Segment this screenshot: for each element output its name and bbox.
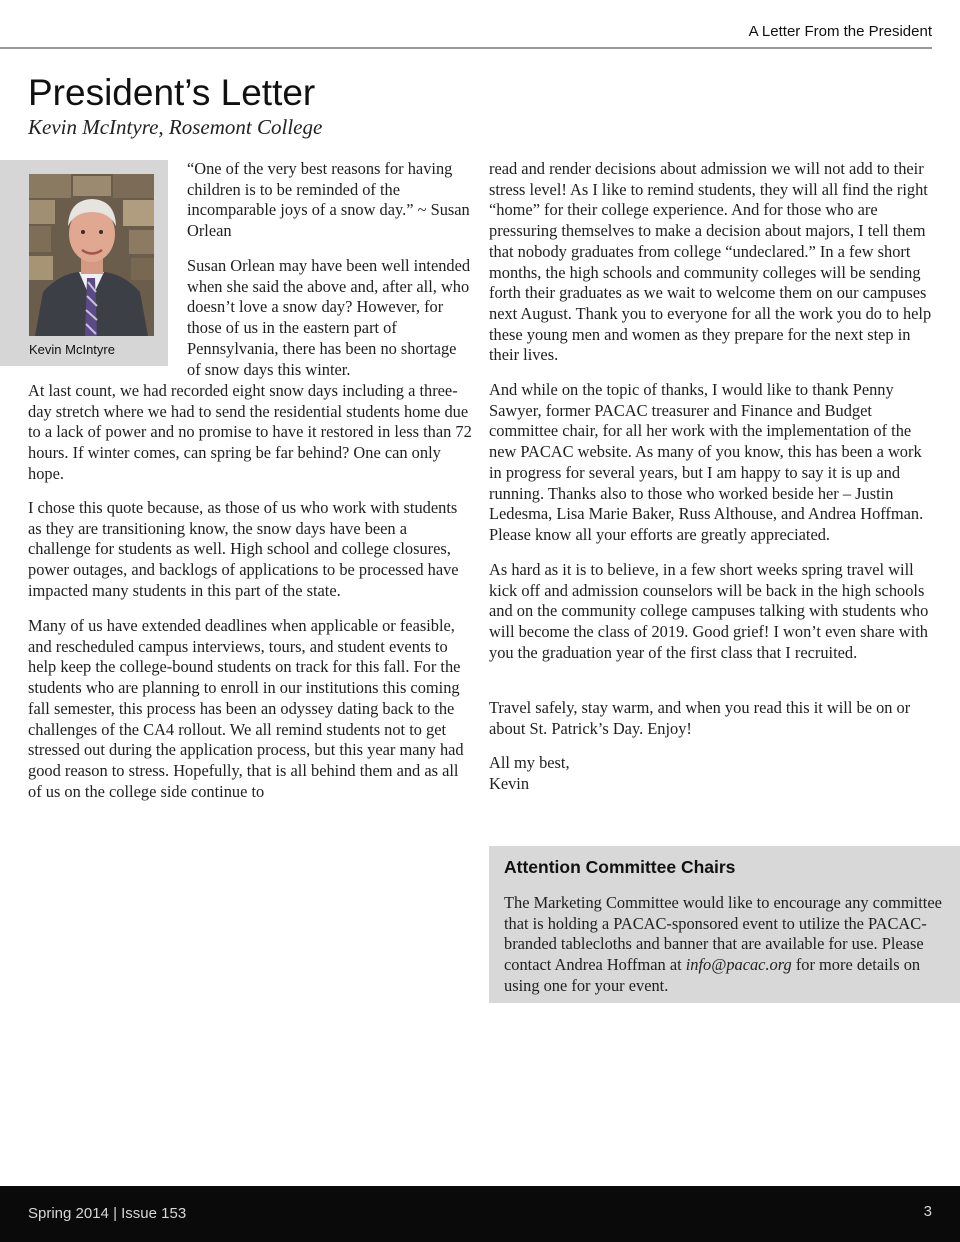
body-paragraph: As hard as it is to believe, in a few short weeks spring travel will kick off and admission counselors will be back in the high schools and on the community college campuses talking with students who will become the class of 2019. Good grief! I won’t even share with you the graduation year of the first class that I recruited. xyxy=(489,560,929,662)
body-paragraph: Susan Orlean may have been well intended when she said the above and, after all, who doesn’t love a snow day? However, for those of us in the eastern part of Pennsylvania, there has been no shortage of snow days this winter. xyxy=(187,256,471,379)
callout-text-end: for more details on using one for your event. xyxy=(504,955,921,995)
body-paragraph: And while on the topic of thanks, I would like to thank Penny Sawyer, former PACAC treasurer and Finance and Budget committee chair, for all her work with the implementation of the new PACAC website. As many of you know, this has been a work in progress for several years, but I am happy to say it is up and running. Thanks also to those who worked beside her – Justin Ledesma, Lisa Marie Baker, Russ Althouse, and Andrea Hoffman. Please know all your efforts are greatly appreciated. xyxy=(489,380,924,544)
section-title: A Letter From the President xyxy=(748,23,932,40)
callout-text: The Marketing Committee would like to encourage any committee that is holding a PACAC-sponsored event to utilize the PACAC-branded tablecloths and banner that are available for use. Please contact Andrea Hoffman at xyxy=(504,893,942,975)
callout-email-link[interactable]: info@pacac.org xyxy=(685,955,792,975)
byline: Kevin McIntyre, Rosemont College xyxy=(28,115,323,139)
header-divider xyxy=(0,47,932,49)
signoff-text: All my best, xyxy=(489,753,570,772)
author-photo-box xyxy=(0,160,168,366)
footer-issue: Spring 2014 | Issue 153 xyxy=(28,1205,187,1222)
photo-caption: Kevin McIntyre xyxy=(29,342,115,357)
opening-quote: “One of the very best reasons for having children is to be reminded of the incomparable joys of a snow day.” ~ Susan Orlean xyxy=(187,159,470,241)
attention-callout xyxy=(489,846,960,1003)
page-number: 3 xyxy=(923,1203,932,1220)
body-paragraph: Many of us have extended deadlines when applicable or feasible, and rescheduled campus interviews, tours, and student events to help keep the college-bound students on track for this fall. For the students who are planning to enroll in our institutions this coming fall semester, this process has been an odyssey dating back to the challenges of the CA4 rollout. We all remind students not to get stressed out during the application process, but this year many had good reason to stress. Hopefully, that is all behind them and as all of us on the college side continue to xyxy=(28,616,464,801)
signoff xyxy=(489,753,932,794)
body-paragraph: I chose this quote because, as those of us who work with students as they are transitioning know, the snow days have been a challenge for students as well. High school and college closures, power outages, and backlogs of applications to be processed have impacted many students in this part of the state. xyxy=(28,498,459,600)
body-paragraph: read and render decisions about admission we will not add to their stress level! As I like to remind students, they will all find the right “home” for their college experience. And for those who are pressuring themselves to make a decision about majors, I tell them that nobody graduates from college “undeclared.” In a few short months, the high schools and community colleges will be sending forth their graduates as we wait to welcome them on our campuses next August. Thank you to everyone for all the work you do to help these young men and women as they prepare for the next step in their lives. xyxy=(489,159,932,365)
body-paragraph: At last count, we had recorded eight snow days including a three-day stretch where we had to send the residential students home due to a lack of power and no promise to have it restored in less than 72 hours. If winter comes, can spring be far behind? One can only hope. xyxy=(28,381,472,483)
page-title: President’s Letter xyxy=(28,72,316,113)
callout-body xyxy=(504,893,944,997)
body-paragraph: Travel safely, stay warm, and when you read this it will be on or about St. Patrick’s Day. Enjoy! xyxy=(489,698,911,738)
signature: Kevin xyxy=(489,773,530,793)
author-portrait-image xyxy=(29,174,154,336)
author-photo xyxy=(29,174,154,336)
footer-bar xyxy=(0,1186,960,1242)
callout-title: Attention Committee Chairs xyxy=(504,857,736,877)
